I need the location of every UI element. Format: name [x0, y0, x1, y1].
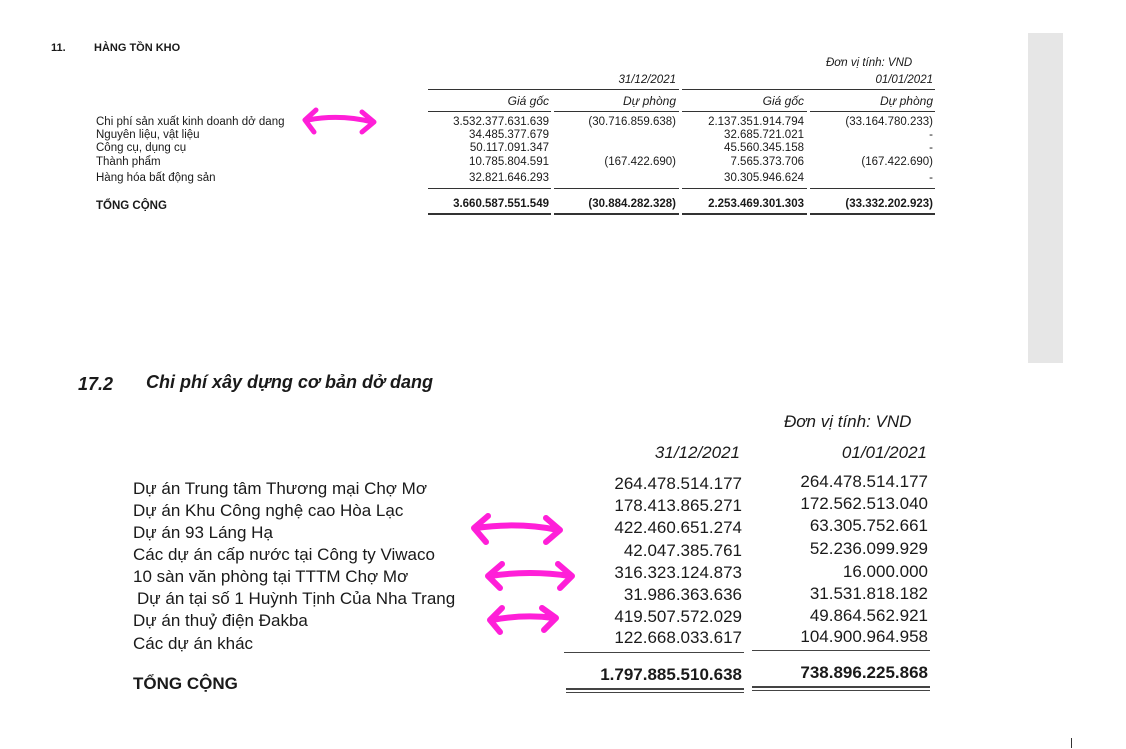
- row-label: Các dự án khác: [133, 634, 254, 653]
- row-label: Các dự án cấp nước tại Công ty Viwaco: [133, 545, 435, 564]
- cell-2021: 316.323.124.873: [614, 563, 742, 582]
- cell-provision-2021: (167.422.690): [604, 156, 676, 168]
- cell-2020: 104.900.964.958: [800, 627, 928, 646]
- row-label: Hàng hóa bất động sản: [96, 172, 216, 184]
- cell-2021: 178.413.865.271: [614, 496, 742, 515]
- subheader-rule: [810, 111, 935, 112]
- section-number: 11.: [51, 42, 66, 54]
- cell-2020: 172.562.513.040: [800, 494, 928, 513]
- total-provision-2021: (30.884.282.328): [588, 198, 676, 210]
- annotation-arrow-icon: [480, 556, 580, 596]
- row-label: Công cụ, dụng cụ: [96, 142, 187, 154]
- cell-2021: 42.047.385.761: [623, 541, 742, 560]
- cell-cost-2021: 32.821.646.293: [469, 172, 549, 184]
- column-subheader: Dự phòng: [623, 94, 676, 108]
- cell-provision-2020: -: [929, 172, 933, 184]
- column-subheader: Giá gốc: [507, 94, 549, 108]
- cell-provision-2020: (167.422.690): [861, 156, 933, 168]
- scroll-strip: [1028, 33, 1063, 363]
- total-rule: [428, 188, 551, 189]
- total-double-rule: [810, 213, 935, 215]
- total-rule: [810, 188, 935, 189]
- cell-cost-2021: 10.785.804.591: [469, 156, 549, 168]
- cell-2021: 419.507.572.029: [614, 607, 742, 626]
- cell-2020: 63.305.752.661: [809, 516, 928, 535]
- cell-cost-2020: 30.305.946.624: [724, 172, 804, 184]
- row-label: Dự án Khu Công nghệ cao Hòa Lạc: [133, 501, 404, 520]
- cell-provision-2020: -: [929, 129, 933, 141]
- total-double-rule: [566, 692, 744, 693]
- total-rule: [752, 650, 930, 651]
- subheader-rule: [428, 111, 551, 112]
- total-label: TỔNG CỘNG: [96, 200, 167, 212]
- row-label: 10 sàn văn phòng tại TTTM Chợ Mơ: [133, 567, 409, 586]
- unit-label: Đơn vị tính: VND: [784, 412, 912, 431]
- date-header: 31/12/2021: [654, 443, 740, 462]
- cell-cost-2021: 50.117.091.347: [469, 142, 549, 154]
- total-2021: 1.797.885.510.638: [600, 665, 742, 684]
- date-header: 01/01/2021: [841, 443, 927, 462]
- total-double-rule: [428, 213, 551, 215]
- total-provision-2020: (33.332.202.923): [845, 198, 933, 210]
- annotation-arrow-icon: [300, 100, 380, 140]
- unit-label: Đơn vị tính: VND: [826, 57, 913, 69]
- cell-provision-2020: -: [929, 142, 933, 154]
- cell-cost-2020: 45.560.345.158: [724, 142, 804, 154]
- cell-2020: 49.864.562.921: [809, 606, 928, 625]
- header-rule: [682, 89, 935, 90]
- cell-2020: 16.000.000: [842, 562, 928, 581]
- cell-2021: 422.460.651.274: [614, 518, 742, 537]
- section-number: 17.2: [78, 374, 114, 394]
- total-cost-2020: 2.253.469.301.303: [708, 198, 804, 210]
- cell-cost-2020: 7.565.373.706: [730, 156, 804, 168]
- cell-provision-2020: (33.164.780.233): [845, 116, 933, 128]
- cell-2020: 31.531.818.182: [809, 584, 928, 603]
- subheader-rule: [682, 111, 807, 112]
- row-label: Dự án 93 Láng Hạ: [133, 523, 273, 542]
- date-header: 31/12/2021: [618, 74, 676, 86]
- row-label: Dự án tại số 1 Huỳnh Tịnh Của Nha Trang: [137, 589, 456, 608]
- total-rule: [554, 188, 679, 189]
- row-label: Dự án thuỷ điện Đakba: [133, 611, 308, 630]
- annotation-arrow-icon: [466, 506, 570, 550]
- column-subheader: Giá gốc: [762, 94, 804, 108]
- annotation-arrow-icon: [484, 600, 564, 638]
- date-header: 01/01/2021: [875, 74, 933, 86]
- row-label: Nguyên liệu, vật liệu: [96, 129, 200, 141]
- section-title: HÀNG TỒN KHO: [94, 42, 181, 54]
- row-label: Dự án Trung tâm Thương mại Chợ Mơ: [133, 479, 427, 498]
- total-double-rule: [554, 213, 679, 215]
- total-rule: [682, 188, 807, 189]
- subheader-rule: [554, 111, 679, 112]
- header-rule: [428, 89, 679, 90]
- cell-2021: 264.478.514.177: [614, 474, 742, 493]
- section-title: Chi phí xây dựng cơ bản dở dang: [146, 372, 434, 392]
- row-label: Thành phẩm: [96, 156, 161, 168]
- total-double-rule: [566, 688, 744, 690]
- cell-cost-2021: 34.485.377.679: [469, 129, 549, 141]
- total-rule: [564, 652, 744, 653]
- page-edge-mark: [1071, 738, 1072, 748]
- total-double-rule: [752, 690, 930, 691]
- cell-cost-2020: 32.685.721.021: [724, 129, 804, 141]
- total-cost-2021: 3.660.587.551.549: [453, 198, 549, 210]
- total-double-rule: [682, 213, 807, 215]
- cell-cost-2021: 3.532.377.631.639: [453, 116, 549, 128]
- cell-2020: 52.236.099.929: [809, 539, 928, 558]
- total-double-rule: [752, 686, 930, 688]
- total-2020: 738.896.225.868: [800, 663, 928, 682]
- cell-2021: 31.986.363.636: [623, 585, 742, 604]
- cell-provision-2021: (30.716.859.638): [588, 116, 676, 128]
- cell-2021: 122.668.033.617: [614, 628, 742, 647]
- row-label: Chi phí sản xuất kinh doanh dở dang: [96, 116, 285, 128]
- cell-cost-2020: 2.137.351.914.794: [708, 116, 804, 128]
- total-label: TỔNG CỘNG: [133, 674, 238, 693]
- cell-2020: 264.478.514.177: [800, 472, 928, 491]
- column-subheader: Dự phòng: [880, 94, 933, 108]
